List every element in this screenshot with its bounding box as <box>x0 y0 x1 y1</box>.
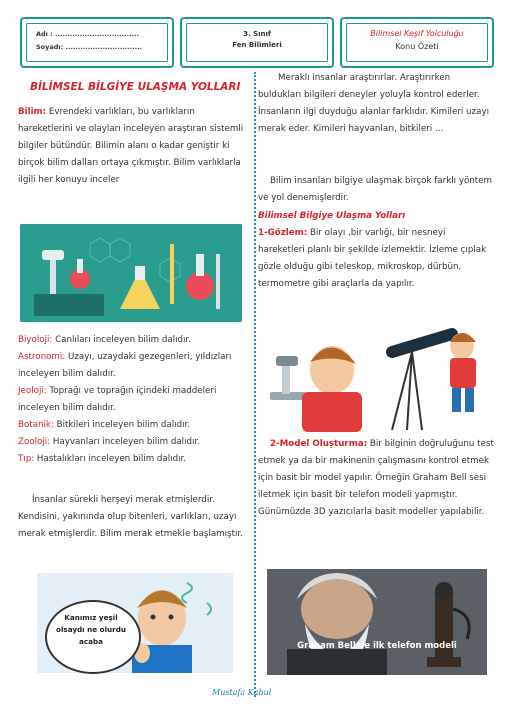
branch-biyoloji <box>18 332 248 349</box>
surname-dots: ............................... <box>65 43 143 51</box>
author-signature: Mustafa Kabul <box>212 688 272 697</box>
bell-caption: Graham Bell ve ilk telefon modeli <box>297 641 457 651</box>
branch-text: Bitkileri inceleyen bilim dalıdır. <box>53 420 191 430</box>
observation-term: 1-Gözlem: <box>258 228 308 238</box>
intro-text: Meraklı insanlar araştırırlar. Araştırırken buldukları bilgileri deneyler yoluyla kontrol ederler. İnsanların ilgi duyduğu alanlar farklıdır. Kimileri uzayı merak eder. Kimileri hayvanları, bitkileri ... <box>258 73 490 134</box>
curiosity-paragraph <box>18 492 248 543</box>
science-branches <box>18 332 248 468</box>
grade-label: 3. Sınıf <box>243 30 271 38</box>
intro-paragraph <box>258 70 494 138</box>
name-dots: .................................. <box>55 30 140 38</box>
branch-term: Astronomi: <box>18 352 66 362</box>
branch-tip <box>18 451 248 468</box>
section-title: BİLİMSEL BİLGİYE ULAŞMA YOLLARI <box>30 81 241 93</box>
curiosity-text: İnsanlar sürekli herşeyi merak etmişlerdir. Kendisini, yakınında olup bitenleri, varlıkları, uzayı merak etmişlerdir. Bilim merak etmekle başlamıştır. <box>18 495 243 539</box>
class-info-box <box>180 17 334 68</box>
name-label: Adı : <box>36 30 53 38</box>
observation-text: Bir olayı ,bir varlığı, bir nesneyi hareketleri planlı bir şekilde izlemektir. İzleme çıplak gözle olduğu gibi teleskop, mikroskop, dürbün, termometre gibi araçlarla da yapılır. <box>258 228 487 289</box>
branch-text: Hastalıkları inceleyen bilim dalıdır. <box>34 454 187 464</box>
methods-text: Bilim insanları bilgiye ulaşmak birçok farklı yöntem ve yol denemişlerdir. <box>258 176 492 203</box>
column-divider <box>254 72 256 697</box>
branch-text: Uzayı, uzaydaki gezegenleri, yıldızları inceleyen bilim dalıdır. <box>18 352 232 379</box>
branch-text: Canlıları inceleyen bilim dalıdır. <box>52 335 191 345</box>
bilim-definition <box>18 104 246 189</box>
name-field[interactable] <box>36 30 139 38</box>
telephone-icon <box>267 569 487 675</box>
ways-title-text: Bilimsel Bilgiye Ulaşma Yolları <box>258 211 406 221</box>
branch-term: Zooloji: <box>18 437 51 447</box>
branch-term: Tıp: <box>18 454 35 464</box>
topic-subtitle: Konu Özeti <box>395 42 439 51</box>
model-term: 2-Model Oluşturma: <box>270 439 368 449</box>
surname-label: Soyadı: <box>36 43 64 51</box>
graham-bell-image <box>267 569 487 675</box>
methods-paragraph <box>258 173 494 207</box>
microscope-telescope-image <box>262 312 490 434</box>
bilim-term: Bilim: <box>18 107 47 117</box>
surname-field[interactable] <box>36 43 142 51</box>
branch-text: Toprağı ve toprağın içindeki maddeleri inceleyen bilim dalıdır. <box>18 386 217 413</box>
branch-zooloji <box>18 434 248 451</box>
telescope-icon <box>262 312 490 434</box>
lab-equipment-icon <box>20 224 242 322</box>
branch-botanik <box>18 417 248 434</box>
subject-label: Fen Bilimleri <box>232 41 282 49</box>
branch-astronomi <box>18 349 248 383</box>
topic-info-box <box>340 17 494 68</box>
branch-jeoloji <box>18 383 248 417</box>
ways-title <box>258 208 494 225</box>
branch-term: Jeoloji: <box>18 386 47 396</box>
bilim-text: Evrendeki varlıkları, bu varlıkların hareketlerini ve olayları inceleyen araştıran sistemli bilgiler bütündür. Bilimin alanı o kadar geniştir ki birçok bilim dalları ortaya çıkmıştır. Bilim varlıklarla ilgili her konuyu inceler <box>18 107 244 185</box>
science-illustration <box>20 224 242 322</box>
model-paragraph <box>258 436 494 521</box>
branch-term: Biyoloji: <box>18 335 53 345</box>
topic-title: Bilimsel Keşif Yolculuğu <box>370 29 464 38</box>
observation-paragraph <box>258 225 494 293</box>
branch-text: Hayvanları inceleyen bilim dalıdır. <box>50 437 200 447</box>
student-info-box <box>20 17 174 68</box>
model-text: Bir bilginin doğruluğunu test etmek ya da bir makinenin çalışmasını kontrol etmek için basit bir model yapılır. Örneğin Graham Bell sesi iletmek için basit bir telefon modeli yapmıştır. Günümüzde 3D yazıcılarla basit modeller yapılabilir. <box>258 439 494 517</box>
speech-bubble-text: Kanımız yeşil olsaydı ne olurdu acaba <box>56 613 126 646</box>
branch-term: Botanik: <box>18 420 54 430</box>
